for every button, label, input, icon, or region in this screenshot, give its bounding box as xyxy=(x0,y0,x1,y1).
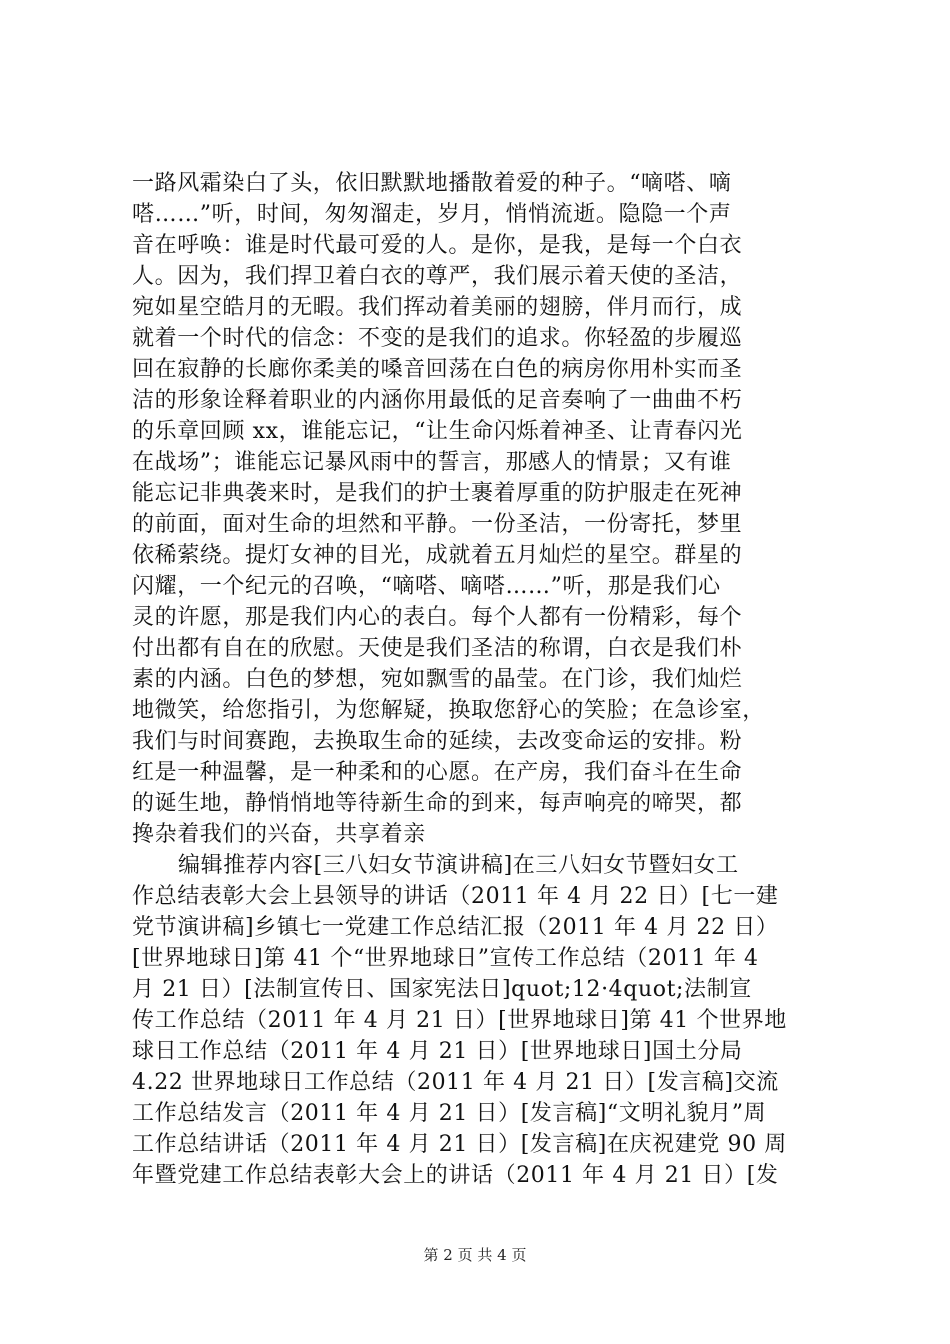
text-line: 就着一个时代的信念：不变的是我们的追求。你轻盈的步履巡 xyxy=(132,326,743,351)
text-line: 一路风霜染白了头，依旧默默地播散着爱的种子。“嘀嗒、嘀 xyxy=(132,171,732,196)
text-line: 地微笑，给您指引，为您解疑，换取您舒心的笑脸；在急诊室， xyxy=(132,698,765,723)
text-line: 嗒……”听，时间，匆匆溜走，岁月，悄悄流逝。隐隐一个声 xyxy=(132,202,732,227)
text-line: 在战场”；谁能忘记暴风雨中的誓言，那感人的情景；又有谁 xyxy=(132,450,732,475)
recommend-line: 月 21 日）[法制宣传日、国家宪法日]quot;12·4quot;法制宣 xyxy=(132,977,752,1002)
recommend-line: 年暨党建工作总结表彰大会上的讲话（2011 年 4 月 21 日）[发 xyxy=(132,1163,779,1188)
text-line: 搀杂着我们的兴奋，共享着亲 xyxy=(132,822,426,847)
text-line: 闪耀，一个纪元的召唤，“嘀嗒、嘀嗒……”听，那是我们心 xyxy=(132,574,721,599)
recommend-line: 编辑推荐内容[三八妇女节演讲稿]在三八妇女节暨妇女工 xyxy=(178,853,739,878)
text-line: 红是一种温馨，是一种柔和的心愿。在产房，我们奋斗在生命 xyxy=(132,760,743,785)
recommend-paragraph xyxy=(132,850,822,1191)
recommend-line: 传工作总结（2011 年 4 月 21 日）[世界地球日]第 41 个世界地 xyxy=(132,1008,787,1033)
text-line: 宛如星空皓月的无暇。我们挥动着美丽的翅膀，伴月而行，成 xyxy=(132,295,743,320)
text-line: 素的内涵。白色的梦想，宛如飘雪的晶莹。在门诊，我们灿烂 xyxy=(132,667,743,692)
recommend-line: [世界地球日]第 41 个“世界地球日”宣传工作总结（2011 年 4 xyxy=(132,946,759,971)
text-line: 洁的形象诠释着职业的内涵你用最低的足音奏响了一曲曲不朽 xyxy=(132,388,743,413)
text-line: 的前面，面对生命的坦然和平静。一份圣洁，一份寄托，梦里 xyxy=(132,512,743,537)
recommend-line: 工作总结发言（2011 年 4 月 21 日）[发言稿]“文明礼貌月”周 xyxy=(132,1101,767,1126)
text-line: 的诞生地，静悄悄地等待新生命的到来，每声响亮的啼哭，都 xyxy=(132,791,743,816)
text-line: 人。因为，我们捍卫着白衣的尊严，我们展示着天使的圣洁， xyxy=(132,264,743,289)
text-line: 付出都有自在的欣慰。天使是我们圣洁的称谓，白衣是我们朴 xyxy=(132,636,743,661)
page-number-footer: 第 2 页 共 4 页 xyxy=(423,1246,527,1264)
text-line: 依稀萦绕。提灯女神的目光，成就着五月灿烂的星空。群星的 xyxy=(132,543,743,568)
recommend-line: 作总结表彰大会上县领导的讲话（2011 年 4 月 22 日）[七一建 xyxy=(132,884,779,909)
recommend-line: 球日工作总结（2011 年 4 月 21 日）[世界地球日]国土分局 xyxy=(132,1039,743,1064)
text-line: 我们与时间赛跑，去换取生命的延续，去改变命运的安排。粉 xyxy=(132,729,743,754)
document-body xyxy=(132,168,822,1191)
recommend-line: 党节演讲稿]乡镇七一党建工作总结汇报（2011 年 4 月 22 日） xyxy=(132,915,779,940)
text-line: 音在呼唤：谁是时代最可爱的人。是你，是我，是每一个白衣 xyxy=(132,233,743,258)
text-line: 的乐章回顾 xx，谁能忘记，“让生命闪烁着神圣、让青春闪光 xyxy=(132,419,743,444)
main-paragraph xyxy=(132,168,822,850)
text-line: 灵的许愿，那是我们内心的表白。每个人都有一份精彩，每个 xyxy=(132,605,743,630)
recommend-line: 4.22 世界地球日工作总结（2011 年 4 月 21 日）[发言稿]交流 xyxy=(132,1070,779,1095)
recommend-line: 工作总结讲话（2011 年 4 月 21 日）[发言稿]在庆祝建党 90 周 xyxy=(132,1132,787,1157)
text-line: 能忘记非典袭来时，是我们的护士裹着厚重的防护服走在死神 xyxy=(132,481,743,506)
text-line: 回在寂静的长廊你柔美的嗓音回荡在白色的病房你用朴实而圣 xyxy=(132,357,743,382)
